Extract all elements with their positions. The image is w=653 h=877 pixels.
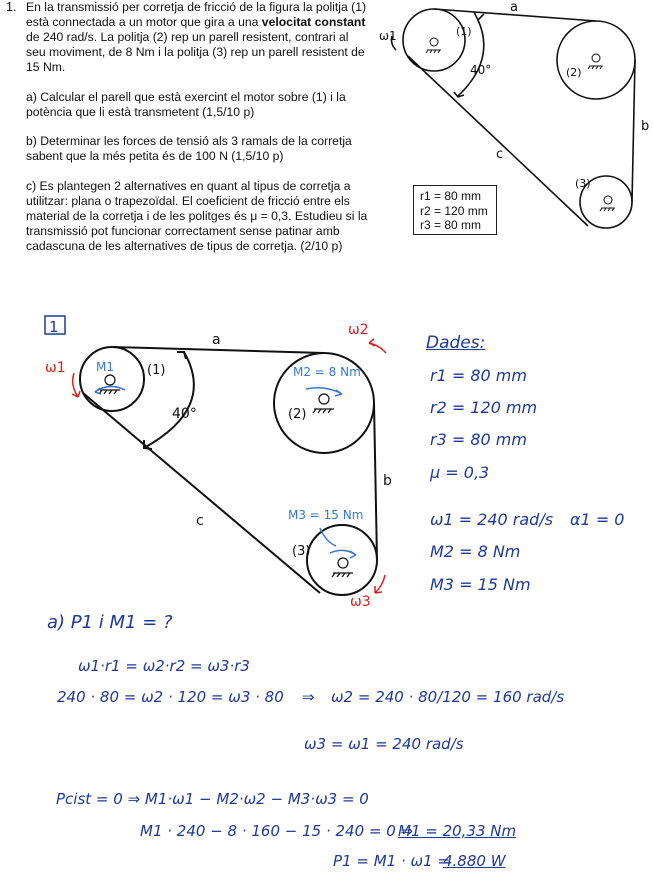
intro-bold: velocitat constant — [261, 15, 366, 29]
p3-label: (3) — [292, 544, 311, 559]
question-c: c) Es plantegen 2 alternatives en quant al tipus de corretja a utilitzar: plana o trapezoïdal. El coeficient de fricció entre els material de la corretja i de les politges és μ = 0,3. Estudieu si la transmissió pot funcionar correctament sense patinar amb cadascuna de les alternatives de tipus de corretja. (2/10 p) — [26, 179, 368, 253]
legend-r3: r3 = 80 mm — [420, 218, 482, 232]
problem-intro — [26, 0, 371, 75]
pulley-3 — [307, 525, 377, 595]
eq-power-balance: Pcist = 0 ⇒ M1·ω1 − M2·ω2 − M3·ω3 = 0 — [56, 790, 369, 808]
eq-omega2-result: ω2 = 240 · 80/120 = 160 rad/s — [331, 688, 565, 706]
angle-label: 40° — [172, 406, 197, 422]
top-p2: (2) — [566, 66, 582, 79]
box-number: 1 — [49, 318, 59, 336]
dades-M2: M2 = 8 Nm — [430, 542, 521, 561]
legend-r1: r1 = 80 mm — [420, 189, 482, 203]
dades-mu: μ = 0,3 — [430, 463, 490, 482]
top-p3: (3) — [575, 177, 591, 190]
label-a: a — [212, 332, 221, 348]
dades-r1: r1 = 80 mm — [430, 366, 527, 385]
dades-alpha1: α1 = 0 — [570, 510, 625, 529]
dades-r3: r3 = 80 mm — [430, 430, 527, 449]
top-angle: 40° — [470, 63, 492, 77]
p1-label: (1) — [147, 363, 166, 378]
eq-torque-values: M1 · 240 − 8 · 160 − 15 · 240 = 0 ⇒ — [140, 822, 414, 840]
top-label-c: c — [496, 147, 504, 162]
dades-M3: M3 = 15 Nm — [430, 575, 531, 594]
solution-a-heading: a) P1 i M1 = ? — [47, 612, 173, 633]
eq-M1-result: M1 = 20,33 Nm — [398, 822, 517, 840]
top-p1: (1) — [456, 25, 472, 38]
eq-speed-values: 240 · 80 = ω2 · 120 = ω3 · 80 — [57, 688, 284, 706]
legend-r2: r2 = 120 mm — [420, 203, 488, 218]
intro-text-1: En la transmissió per corretja de fricció de la figura la politja (1) està connectada a un motor que gira a una — [26, 0, 367, 29]
eq-omega3-result: ω3 = ω1 = 240 rad/s — [304, 735, 464, 753]
intro-text-2: de 240 rad/s. La politja (2) rep un parell resistent, contrari al seu moviment, de 8 Nm i la politja (3) rep un parell resistent de 15 Nm. — [26, 30, 365, 74]
eq-arrow-1: ⇒ — [302, 688, 315, 706]
eq-P1-lhs: P1 = M1 · ω1 = — [333, 852, 450, 870]
dades-title: Dades: — [426, 333, 486, 353]
top-label-b: b — [641, 119, 650, 134]
pulley-2-top — [557, 21, 635, 99]
eq-speed-ratio: ω1·r1 = ω2·r2 = ω3·r3 — [78, 657, 250, 675]
label-c: c — [196, 513, 204, 529]
label-b: b — [383, 473, 392, 489]
M1-label: M1 — [96, 360, 114, 374]
eq-P1-result: 4.880 W — [443, 852, 506, 870]
radii-legend — [413, 185, 497, 235]
top-label-a: a — [510, 0, 518, 15]
dades-omega1: ω1 = 240 rad/s — [430, 510, 554, 529]
omega3-label: ω3 — [350, 594, 371, 610]
pulley-1 — [80, 347, 144, 411]
dades-r2: r2 = 120 mm — [430, 398, 538, 417]
top-omega1: ω1 — [379, 29, 397, 43]
problem-number: 1. — [6, 0, 17, 14]
question-b: b) Determinar les forces de tensió als 3 ramals de la corretja sabent que la més petita és de 100 N (1,5/10 p) — [26, 134, 352, 163]
M2-label: M2 = 8 Nm — [293, 365, 361, 379]
p2-label: (2) — [288, 407, 307, 422]
omega1-label: ω1 — [45, 360, 66, 376]
solution-belt-figure — [30, 300, 400, 610]
M3-label: M3 = 15 Nm — [288, 508, 364, 522]
question-a: a) Calcular el parell que està exercint el motor sobre (1) i la potència que li està transmetent (1,5/10 p) — [26, 90, 346, 119]
omega2-label: ω2 — [348, 322, 369, 338]
pulley-1-top — [403, 9, 465, 71]
